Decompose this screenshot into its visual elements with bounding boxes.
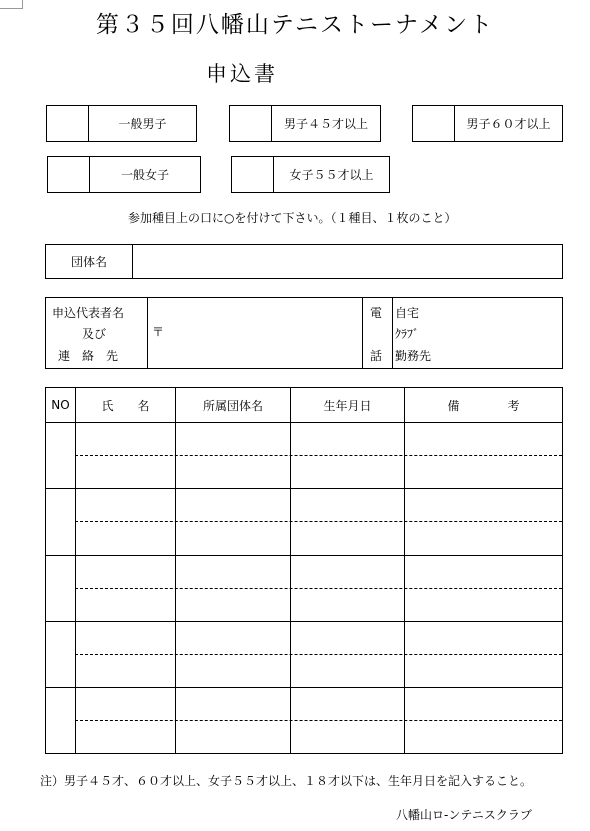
category-label: 女子５５才以上 bbox=[289, 168, 374, 182]
entry-row-2[interactable] bbox=[76, 489, 562, 555]
rep-divider bbox=[362, 298, 363, 368]
footnote: 注）男子４５才、６０才以上、女子５５才以上、１８才以下は、生年月日を記入すること。 bbox=[40, 774, 533, 788]
rep-label-line1: 申込代表者名 bbox=[52, 306, 125, 320]
category-checkbox[interactable] bbox=[230, 106, 272, 141]
rep-address-field[interactable] bbox=[148, 298, 362, 368]
rep-label-line2: 及び bbox=[82, 327, 107, 341]
team-name-field[interactable] bbox=[133, 245, 562, 278]
header-team: 所属団体名 bbox=[202, 398, 263, 413]
category-checkbox[interactable] bbox=[48, 157, 90, 192]
category-label: 男子６０才以上 bbox=[466, 117, 551, 131]
category-women-55 bbox=[231, 156, 390, 193]
category-women-general bbox=[47, 156, 201, 193]
header-no: NO bbox=[51, 398, 70, 412]
entry-row-1[interactable] bbox=[76, 423, 562, 488]
form-subtitle: 申込書 bbox=[206, 62, 278, 86]
category-label: 一般女子 bbox=[120, 168, 169, 182]
header-remarks: 備 考 bbox=[447, 398, 520, 413]
category-label: 男子４５才以上 bbox=[283, 117, 368, 131]
phone-club-label: ｸﾗﾌﾞ bbox=[395, 327, 420, 341]
category-label: 一般男子 bbox=[118, 117, 167, 131]
entries-table bbox=[45, 387, 563, 754]
page-title: 第３５回八幡山テニストーナメント bbox=[95, 12, 495, 38]
phone-work-label: 勤務先 bbox=[395, 349, 432, 363]
club-name: 八幡山ロ-ンテニスクラブ bbox=[396, 808, 532, 822]
instruction-text: 参加種目上の口に○を付けて下さい。（１種目、１枚のこと） bbox=[128, 211, 457, 225]
header-birthdate: 生年月日 bbox=[323, 398, 372, 413]
category-men-45 bbox=[229, 105, 381, 142]
category-men-general bbox=[46, 105, 197, 142]
phone-label-top: 電 bbox=[370, 306, 383, 320]
team-name-label: 団体名 bbox=[46, 245, 133, 278]
phone-fields[interactable] bbox=[393, 298, 562, 368]
team-name-row bbox=[45, 244, 563, 279]
postal-mark: 〒 bbox=[152, 325, 165, 339]
category-checkbox[interactable] bbox=[232, 157, 274, 192]
header-name: 氏 名 bbox=[101, 398, 150, 413]
entry-row-3[interactable] bbox=[76, 556, 562, 621]
category-checkbox[interactable] bbox=[47, 106, 89, 141]
category-men-60 bbox=[412, 105, 563, 142]
category-checkbox[interactable] bbox=[413, 106, 455, 141]
phone-home-label: 自宅 bbox=[395, 306, 420, 320]
phone-label-bottom: 話 bbox=[370, 349, 383, 363]
rep-label-line3: 連 絡 先 bbox=[58, 349, 119, 363]
entry-row-5[interactable] bbox=[76, 688, 562, 753]
representative-box bbox=[45, 297, 563, 369]
entry-row-4[interactable] bbox=[76, 622, 562, 687]
